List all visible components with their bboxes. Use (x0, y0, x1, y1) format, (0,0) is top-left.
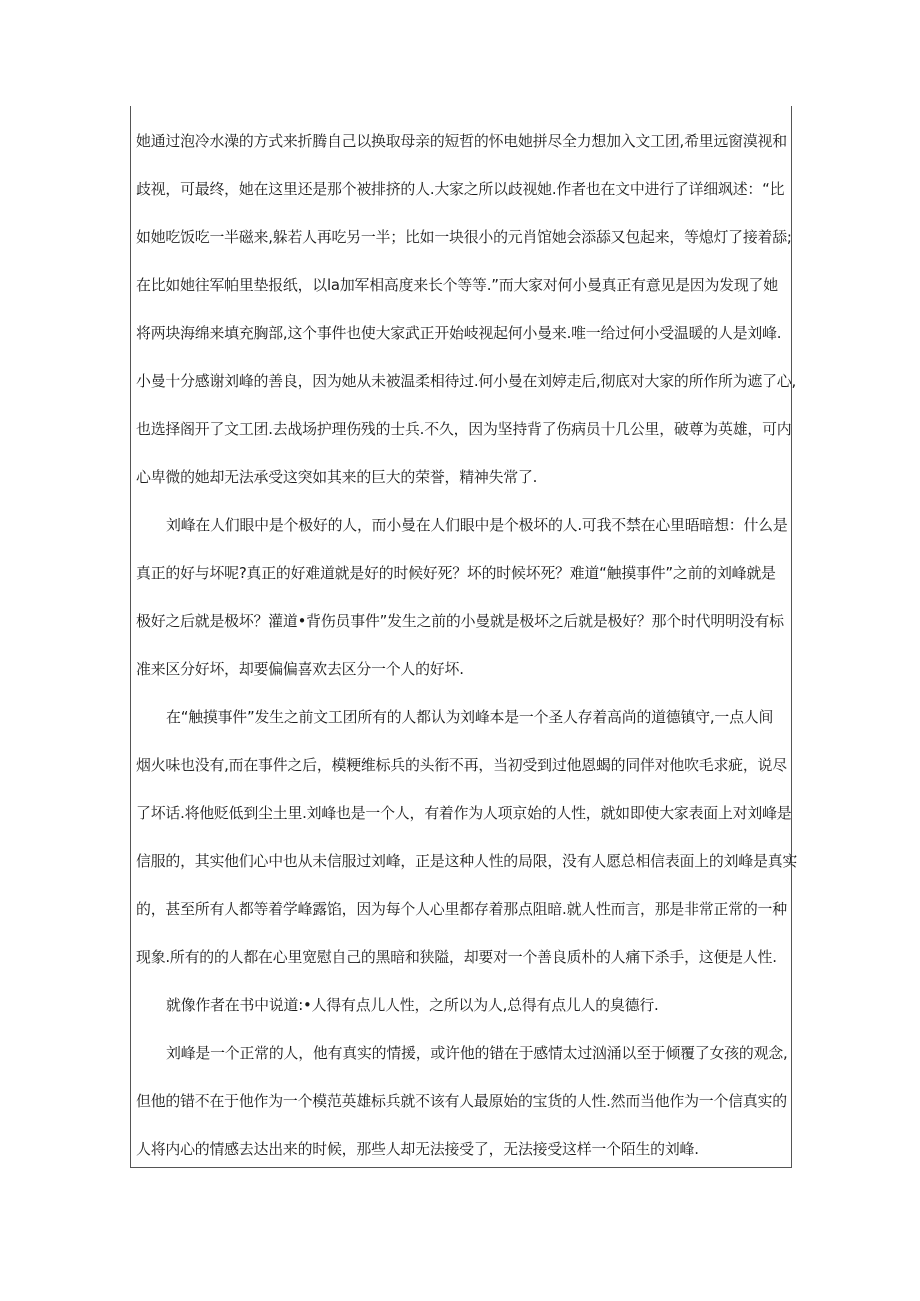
paragraph-line: 准来区分好坏，却要偏偏喜欢去区分一个人的好坏. (136, 660, 464, 678)
paragraph-line: 她通过泡冷水澡的方式来折腾自己以换取母亲的短哲的怀电她拼尽全力想加入文工团,希里远窗漠视和 (136, 132, 787, 150)
paragraph-line: 人将内心的情感去达出来的时候，那些人却无法接受了，无法接受这样一个陌生的刘峰. (136, 1140, 699, 1158)
paragraph-line: 在“触摸事件”发生之前文工团所有的人都认为刘峰本是一个圣人存着高尚的道德镇守,一点人间 (166, 708, 774, 726)
paragraph-line: 的，甚至所有人都等着学峰露馅，因为每个人心里都存着那点阻暗.就人性而言，那是非常正常的一种 (136, 900, 787, 918)
paragraph-line: 烟火味也没有,而在事件之后，模粳维标兵的头衔不再，当初受到过他恩蝎的同伴对他吹毛求疵，说尽 (136, 756, 787, 774)
paragraph-line: 将两块海绵来填充胸部,这个事件也使大家武正开始岐视起何小曼来.唯一给过何小受温暖的人是刘峰. (136, 324, 782, 342)
paragraph-line: 了坏话.将他贬低到尘土里.刘峰也是一个人，有着作为人项京始的人性，就如即使大家表面上对刘峰是 (136, 804, 792, 822)
paragraph-line: 如她吃饭吃一半磁来,躲若人再吃另一半；比如一块很小的元肖馆她会添舔又包起来，等熄灯了接着舔; (136, 228, 792, 246)
paragraph-line: 现象.所有的的人都在心里宽慰自己的黑暗和狭隘，却要对一个善良质朴的人痛下杀手，这便是人性. (136, 948, 777, 966)
paragraph-line: 刘峰在人们眼中是个极好的人，而小曼在人们眼中是个极坏的人.可我不禁在心里晤暗想：什么是 (166, 516, 788, 534)
paragraph-line: 但他的错不在于他作为一个模范英雄标兵就不该有人最原始的宝货的人性.然而当他作为一个信真实的 (136, 1092, 787, 1110)
paragraph-line: 信服的，其实他们心中也从未信服过刘峰，正是这种人性的局限，没有人愿总相信表面上的刘峰是真实 (136, 852, 798, 870)
paragraph-line: 就像作者在书中说道:•人得有点儿人性，之所以为人,总得有点儿人的臭德行. (166, 996, 659, 1014)
paragraph-line: 歧视，可最终，她在这里还是那个被排挤的人.大家之所以歧视她.作者也在文中进行了详细飒述：“比 (136, 180, 785, 198)
paragraph-line: 在比如她往军帕里垫报纸，以la加军相高度来长个等等.”而大家对何小曼真正有意见是因为发现了她 (136, 276, 778, 294)
paragraph-line: 小曼十分感谢刘峰的善良，因为她从未被温柔相待过.何小曼在刘婷走后,彻底对大家的所作所为遮了心, (136, 372, 796, 390)
paragraph-line: 极好之后就是极坏？灌道•背伤员事件”发生之前的小曼就是极坏之后就是极好？那个时代明明没有标 (136, 612, 784, 630)
paragraph-line: 真正的好与坏呢?真正的好难道就是好的时候好死？坏的时候坏死？难道“触摸事件”之前的刘峰就是 (136, 564, 776, 582)
paragraph-line: 心卑微的她却无法承受这突如其来的巨大的荣誉，精神失常了. (136, 468, 538, 486)
paragraph-line: 也选择阁开了文工团.去战场护理伤残的士兵.不久，因为坚持背了伤病员十几公里，破尊为英雄，可内 (136, 420, 792, 438)
paragraph-line: 刘峰是一个正常的人，他有真实的情援，或许他的错在于感情太过汹涌以至于倾覆了女孩的观念, (166, 1044, 788, 1062)
